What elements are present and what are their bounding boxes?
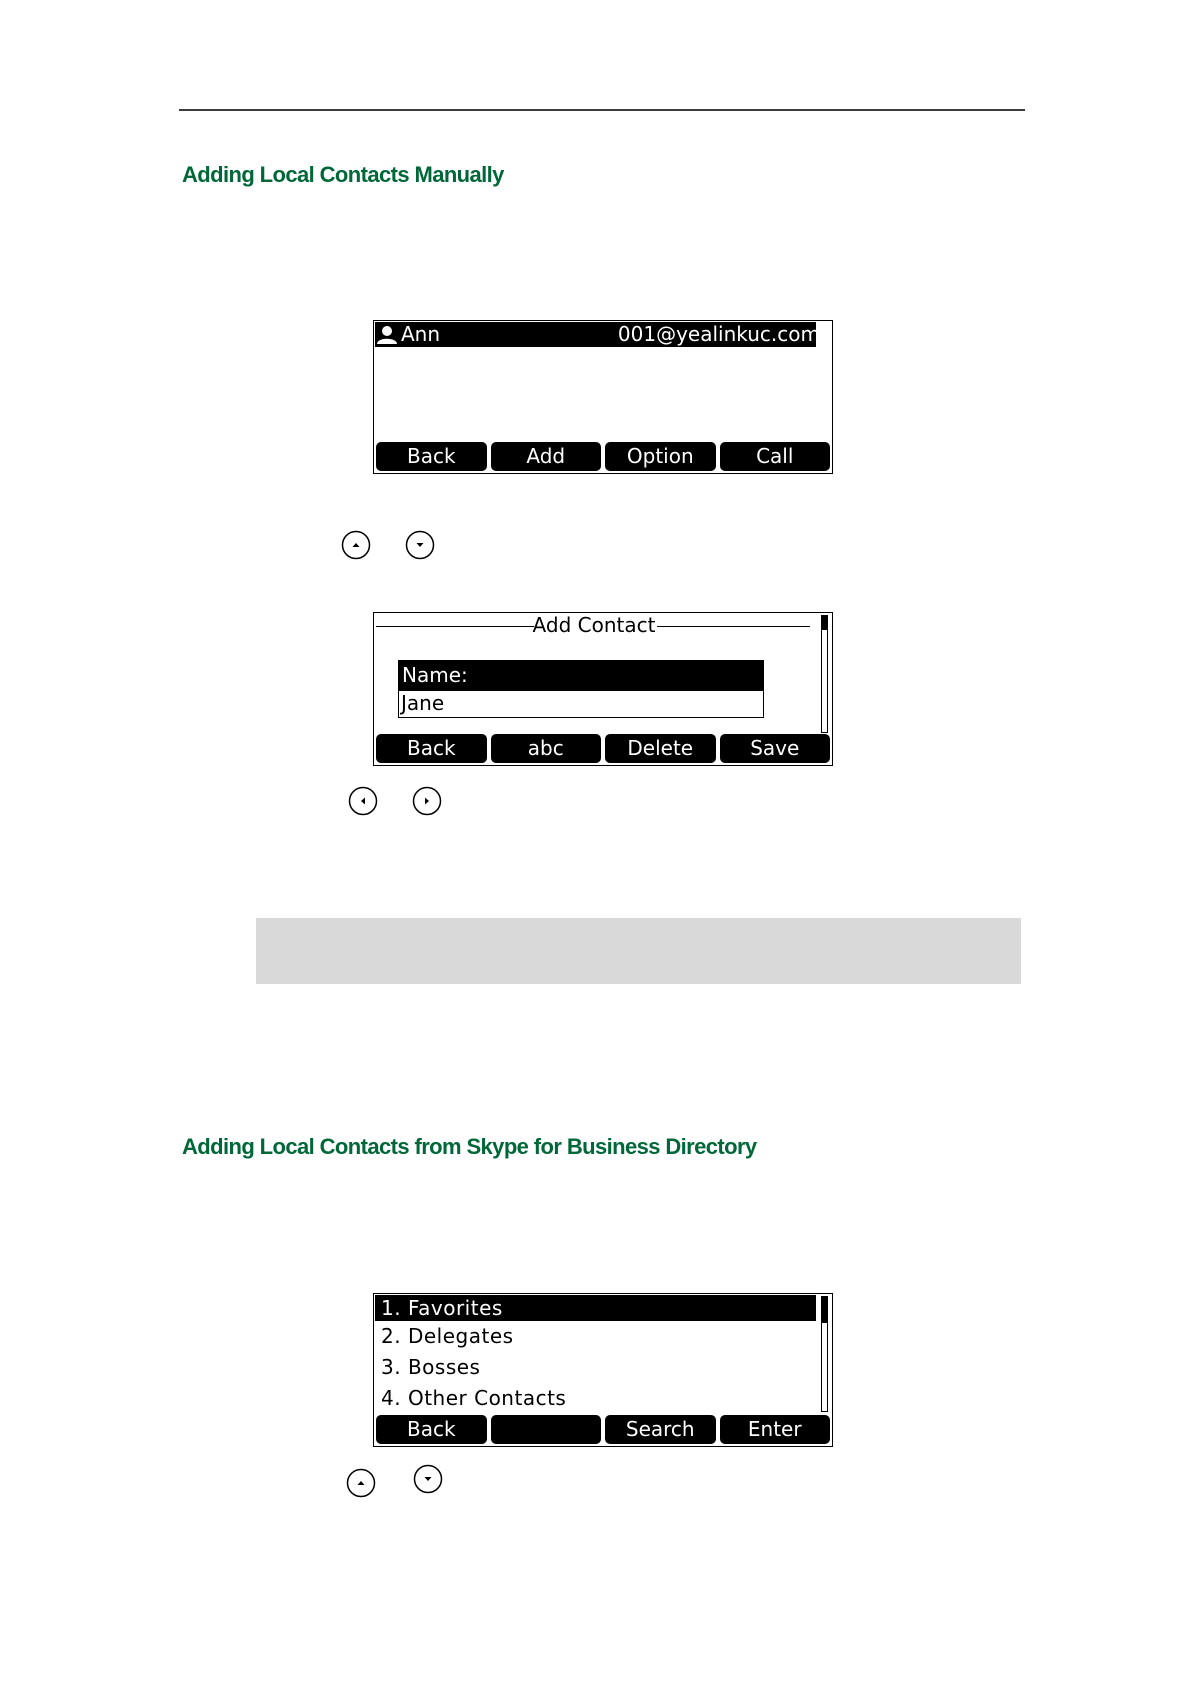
list-item-label: Other Contacts [407, 1386, 567, 1410]
phone-screen-directory [373, 1293, 833, 1447]
phone-screen-contacts [373, 320, 833, 474]
call-softkey[interactable]: Call [720, 442, 831, 471]
scrollbar[interactable] [821, 615, 828, 733]
list-item-other-contacts[interactable] [375, 1383, 816, 1414]
list-item-label: Delegates [407, 1324, 514, 1348]
list-item-number: 4. [381, 1386, 402, 1410]
blank-softkey[interactable] [491, 1415, 602, 1444]
account-uri: 001@yealinkuc.com [617, 322, 820, 346]
user-icon [376, 325, 398, 345]
phone-screen-add-contact [373, 612, 833, 766]
list-item-number: 2. [381, 1324, 402, 1348]
list-item-label: Bosses [407, 1355, 481, 1379]
note-box [256, 918, 1021, 984]
search-softkey[interactable]: Search [605, 1415, 716, 1444]
up-key-icon [341, 530, 371, 560]
list-item-favorites[interactable] [375, 1295, 816, 1321]
back-softkey[interactable]: Back [376, 1415, 487, 1444]
delete-softkey[interactable]: Delete [605, 734, 716, 763]
list-item-number: 1. [381, 1296, 402, 1320]
left-key-icon [348, 786, 378, 816]
list-item-delegates[interactable] [375, 1321, 816, 1352]
fieldset-line-right [657, 626, 810, 627]
softkey-bar [376, 1415, 830, 1444]
softkey-bar [376, 734, 830, 763]
section-heading-directory: Adding Local Contacts from Skype for Business Directory [182, 1134, 757, 1159]
save-softkey[interactable]: Save [720, 734, 831, 763]
section-heading-manual: Adding Local Contacts Manually [182, 162, 504, 187]
up-key-icon [346, 1468, 376, 1498]
option-softkey[interactable]: Option [605, 442, 716, 471]
scroll-thumb[interactable] [822, 616, 827, 630]
right-key-icon [412, 786, 442, 816]
add-softkey[interactable]: Add [491, 442, 602, 471]
name-field-label: Name: [398, 660, 764, 690]
scrollbar[interactable] [821, 1296, 828, 1412]
name-input[interactable]: Jane [398, 690, 764, 718]
list-item-label: Favorites [407, 1296, 503, 1320]
input-mode-softkey[interactable]: abc [491, 734, 602, 763]
down-key-icon [405, 530, 435, 560]
down-key-icon [413, 1464, 443, 1494]
header-rule [179, 109, 1025, 111]
scroll-thumb[interactable] [822, 1297, 827, 1323]
list-item-bosses[interactable] [375, 1352, 816, 1383]
list-item-number: 3. [381, 1355, 402, 1379]
screen-title: Add Contact [532, 613, 656, 637]
account-bar [375, 322, 820, 347]
account-name: Ann [401, 322, 441, 346]
back-softkey[interactable]: Back [376, 734, 487, 763]
softkey-bar [376, 442, 830, 471]
back-softkey[interactable]: Back [376, 442, 487, 471]
enter-softkey[interactable]: Enter [720, 1415, 831, 1444]
